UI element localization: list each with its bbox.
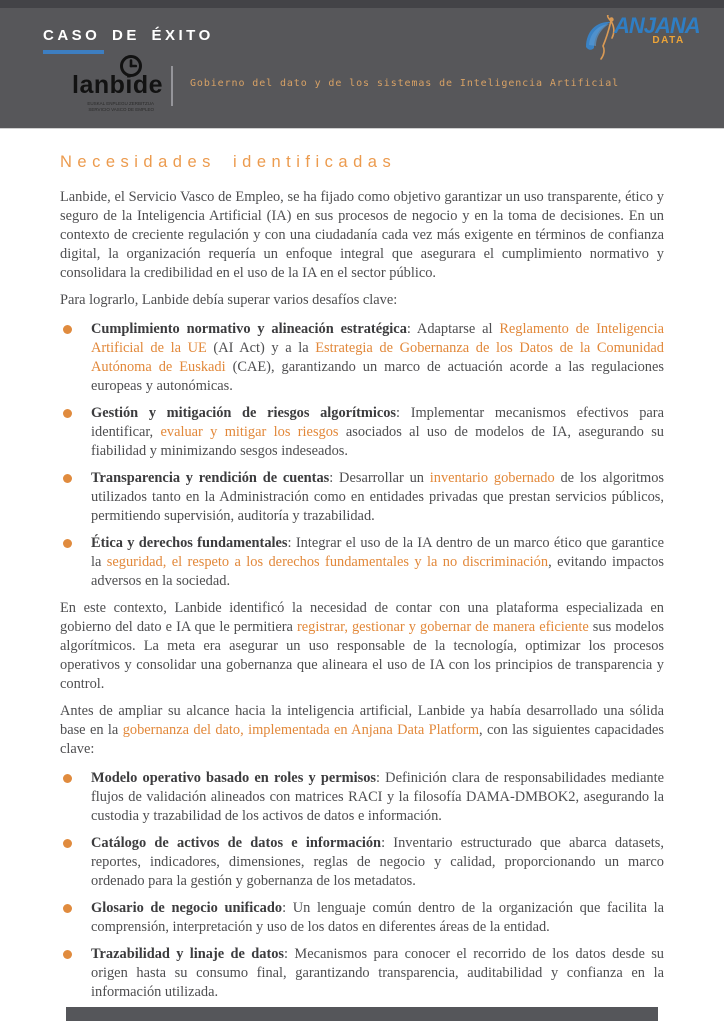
header-tagline: Gobierno del dato y de los sistemas de Inteligencia Artificial (190, 78, 620, 89)
list-item (60, 945, 664, 1002)
capabilities-lead-paragraph: Antes de ampliar su alcance hacia la inteligencia artificial, Lanbide ya había desarrollado una sólida base en la gobernanza del dato, implementada en Anjana Data Platform, con las siguientes capacidades clave: (60, 703, 664, 757)
bullet-icon (63, 839, 72, 848)
bullet-icon (63, 474, 72, 483)
main-content (0, 128, 724, 1010)
list-item (60, 769, 664, 826)
bullet-icon (63, 950, 72, 959)
header-divider (171, 66, 173, 106)
anjana-data-label: DATA (652, 35, 685, 46)
header-top-strip (0, 0, 724, 8)
list-item (60, 469, 664, 526)
challenge-text: Cumplimiento normativo y alineación estratégica: Adaptarse al Reglamento de Inteligencia Artificial de la UE (AI Act) y a la Estrategia de Gobernanza de los Datos de la Comunidad Autónoma de Euskadi (CAE), garantizando un marco de actuación acorde a las regulaciones europeas y autonómicas. (91, 321, 665, 394)
bullet-icon (63, 409, 72, 418)
anjana-wordmark-block (614, 15, 700, 46)
bullet-icon (63, 774, 72, 783)
context-paragraph: En este contexto, Lanbide identificó la necesidad de contar con una plataforma especializada en gobierno del dato e IA que le permitiera registrar, gestionar y gobernar de manera eficiente sus modelos algorítmicos. La meta era asegurar un uso responsable de la tecnología, optimizar los procesos operativos y consolidar una gobernanza que alineara el uso de IA con los principios de transparencia y control. (60, 600, 664, 692)
capability-text: Modelo operativo basado en roles y permisos: Definición clara de responsabilidades mediante flujos de validación alineados con matrices RACI y la filosofía DAMA-DMBOK2, asegurando la custodia y trazabilidad de los activos de datos e información. (91, 770, 664, 824)
challenges-list (60, 320, 664, 591)
capability-text: Trazabilidad y linaje de datos: Mecanismos para conocer el recorrido de los datos desde su origen hasta su consumo final, garantizando transparencia, auditabilidad y confianza en la información utilizada. (91, 946, 664, 1000)
lanbide-wordmark: lanbide (72, 71, 164, 99)
bullet-icon (63, 325, 72, 334)
challenges-lead-paragraph: Para lograrlo, Lanbide debía superar varios desafíos clave: (60, 292, 398, 308)
list-item (60, 834, 664, 891)
challenge-text: Gestión y mitigación de riesgos algorítmicos: Implementar mecanismos efectivos para identificar, evaluar y mitigar los riesgos asociados al uso de modelos de IA, asegurando su fiabilidad y minimizando sesgos indeseados. (91, 405, 664, 459)
list-item (60, 899, 664, 937)
kicker-title: CASO DE ÉXITO (43, 27, 214, 44)
challenge-text: Transparencia y rendición de cuentas: Desarrollar un inventario gobernado de los algoritmos utilizados tanto en la Administración como en entidades privadas que prestan servicios públicos, permitiendo supervisión, auditoría y trazabilidad. (91, 470, 664, 524)
list-item (60, 534, 664, 591)
anjana-wordmark: ANJANA (614, 13, 700, 38)
capabilities-list (60, 769, 664, 1002)
lanbide-caption (82, 101, 154, 113)
footer-bar (66, 1007, 658, 1021)
section-title: Necesidades identificadas (60, 153, 397, 171)
anjana-data-logo (583, 15, 700, 66)
header-banner (0, 0, 724, 129)
intro-paragraph: Lanbide, el Servicio Vasco de Empleo, se ha fijado como objetivo garantizar un uso transparente, ético y seguro de la Inteligencia Artificial (IA) en sus procesos de negocio y en la toma de decisiones. En un contexto de creciente regulación y con una ciudadanía cada vez más exigente en términos de confianza digital, la organización requería un enfoque integral que asegurara el cumplimiento normativo y consolidara la credibilidad en el uso de la IA en el sector público. (60, 189, 664, 281)
challenge-text: Ética y derechos fundamentales: Integrar el uso de la IA dentro de un marco ético que garantice la seguridad, el respeto a los derechos fundamentales y la no discriminación, evitando impactos adversos en la sociedad. (91, 535, 664, 589)
kicker-underline (43, 50, 104, 54)
bullet-icon (63, 904, 72, 913)
lanbide-caption-line1: EUSKAL ENPLEGU ZERBITZUA (87, 101, 154, 106)
list-item (60, 404, 664, 461)
list-item (60, 320, 664, 396)
capability-text: Glosario de negocio unificado: Un lenguaje común dentro de la organización que facilita la comprensión, interpretación y uso de los datos en diferentes áreas de la entidad. (91, 900, 664, 935)
capability-text: Catálogo de activos de datos e información: Inventario estructurado que abarca datasets, reportes, indicadores, dimensiones, reglas de negocio y calidad, proporcionando un marco ordenado para la gestión y gobernanza de los metadatos. (91, 835, 664, 889)
lanbide-caption-line2: SERVICIO VASCO DE EMPLEO (88, 106, 154, 112)
bullet-icon (63, 539, 72, 548)
